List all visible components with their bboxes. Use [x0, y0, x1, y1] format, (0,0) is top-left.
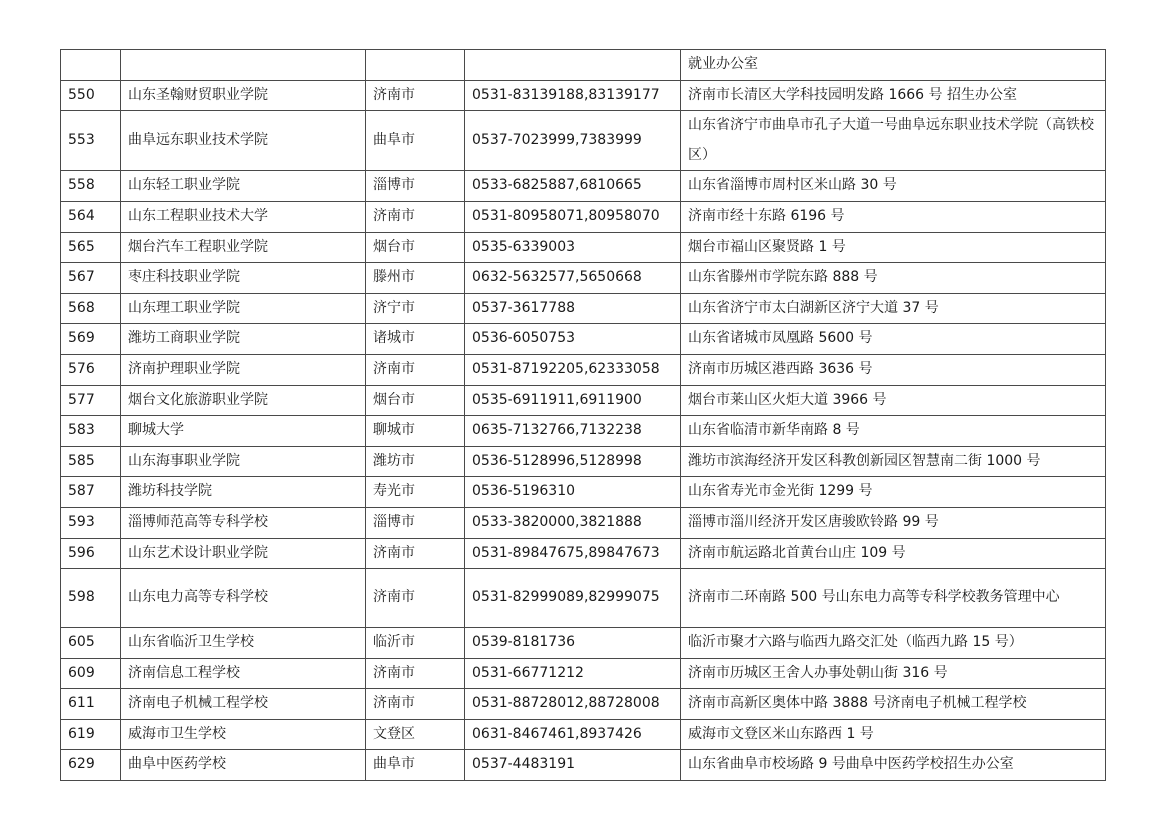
phone-cell: 0535-6339003: [465, 232, 681, 263]
phone-cell: 0537-3617788: [465, 293, 681, 324]
school-name-cell: 曲阜中医药学校: [121, 750, 366, 781]
table-row: [61, 263, 1106, 294]
phone-cell: 0531-80958071,80958070: [465, 201, 681, 232]
city-cell: 济南市: [366, 201, 465, 232]
city-cell: 曲阜市: [366, 111, 465, 171]
table-row: [61, 324, 1106, 355]
phone-cell: 0531-82999089,82999075: [465, 569, 681, 628]
phone-cell: 0536-6050753: [465, 324, 681, 355]
school-name-cell: 聊城大学: [121, 416, 366, 447]
school-name-cell: 山东省临沂卫生学校: [121, 628, 366, 659]
city-cell: 烟台市: [366, 232, 465, 263]
city-cell: 潍坊市: [366, 446, 465, 477]
table-row: [61, 658, 1106, 689]
school-name-cell: 济南信息工程学校: [121, 658, 366, 689]
city-cell: 诸城市: [366, 324, 465, 355]
table-row: [61, 50, 1106, 81]
table-row: [61, 111, 1106, 171]
address-cell: 济南市历城区王舍人办事处朝山街 316 号: [681, 658, 1106, 689]
city-cell: 济南市: [366, 80, 465, 111]
phone-cell: 0537-7023999,7383999: [465, 111, 681, 171]
school-name-cell: 烟台文化旅游职业学院: [121, 385, 366, 416]
school-code-cell: 629: [61, 750, 121, 781]
city-cell: 淄博市: [366, 171, 465, 202]
city-cell: 济南市: [366, 569, 465, 628]
table-row: [61, 201, 1106, 232]
phone-cell: 0531-83139188,83139177: [465, 80, 681, 111]
school-code-cell: [61, 50, 121, 81]
table-row: [61, 446, 1106, 477]
address-cell: 山东省济宁市太白湖新区济宁大道 37 号: [681, 293, 1106, 324]
school-name-cell: 济南电子机械工程学校: [121, 689, 366, 720]
address-cell: 山东省济宁市曲阜市孔子大道一号曲阜远东职业技术学院（高铁校区）: [681, 111, 1106, 171]
city-cell: [366, 50, 465, 81]
phone-cell: 0539-8181736: [465, 628, 681, 659]
table-row: [61, 477, 1106, 508]
table-row: [61, 507, 1106, 538]
school-code-cell: 583: [61, 416, 121, 447]
city-cell: 聊城市: [366, 416, 465, 447]
phone-cell: 0632-5632577,5650668: [465, 263, 681, 294]
table-row: [61, 354, 1106, 385]
school-code-cell: 593: [61, 507, 121, 538]
city-cell: 济南市: [366, 658, 465, 689]
school-name-cell: 济南护理职业学院: [121, 354, 366, 385]
table-row: [61, 80, 1106, 111]
address-cell: 山东省寿光市金光街 1299 号: [681, 477, 1106, 508]
phone-cell: 0533-3820000,3821888: [465, 507, 681, 538]
address-cell: 烟台市莱山区火炬大道 3966 号: [681, 385, 1106, 416]
table-row: [61, 232, 1106, 263]
school-name-cell: 山东艺术设计职业学院: [121, 538, 366, 569]
school-name-cell: 山东圣翰财贸职业学院: [121, 80, 366, 111]
school-code-cell: 585: [61, 446, 121, 477]
phone-cell: 0535-6911911,6911900: [465, 385, 681, 416]
phone-cell: 0635-7132766,7132238: [465, 416, 681, 447]
school-name-cell: [121, 50, 366, 81]
city-cell: 济宁市: [366, 293, 465, 324]
school-code-cell: 577: [61, 385, 121, 416]
school-code-cell: 567: [61, 263, 121, 294]
phone-cell: 0536-5196310: [465, 477, 681, 508]
table-row: [61, 416, 1106, 447]
school-name-cell: 山东工程职业技术大学: [121, 201, 366, 232]
city-cell: 济南市: [366, 538, 465, 569]
phone-cell: 0631-8467461,8937426: [465, 719, 681, 750]
school-code-cell: 565: [61, 232, 121, 263]
city-cell: 文登区: [366, 719, 465, 750]
table-row: [61, 538, 1106, 569]
school-name-cell: 曲阜远东职业技术学院: [121, 111, 366, 171]
school-code-cell: 605: [61, 628, 121, 659]
city-cell: 烟台市: [366, 385, 465, 416]
school-code-cell: 553: [61, 111, 121, 171]
school-code-cell: 576: [61, 354, 121, 385]
address-cell: 济南市历城区港西路 3636 号: [681, 354, 1106, 385]
table-row: [61, 171, 1106, 202]
school-name-cell: 山东轻工职业学院: [121, 171, 366, 202]
address-cell: 烟台市福山区聚贤路 1 号: [681, 232, 1106, 263]
address-cell: 济南市二环南路 500 号山东电力高等专科学校教务管理中心: [681, 569, 1106, 628]
address-cell: 济南市长清区大学科技园明发路 1666 号 招生办公室: [681, 80, 1106, 111]
city-cell: 济南市: [366, 354, 465, 385]
school-name-cell: 威海市卫生学校: [121, 719, 366, 750]
address-cell: 山东省淄博市周村区米山路 30 号: [681, 171, 1106, 202]
school-code-cell: 568: [61, 293, 121, 324]
school-code-cell: 596: [61, 538, 121, 569]
table-row: [61, 385, 1106, 416]
table-row: [61, 569, 1106, 628]
school-code-cell: 564: [61, 201, 121, 232]
address-cell: 山东省诸城市凤凰路 5600 号: [681, 324, 1106, 355]
address-cell: 济南市经十东路 6196 号: [681, 201, 1106, 232]
address-cell: 山东省曲阜市校场路 9 号曲阜中医药学校招生办公室: [681, 750, 1106, 781]
phone-cell: 0531-87192205,62333058: [465, 354, 681, 385]
school-code-cell: 587: [61, 477, 121, 508]
phone-cell: 0531-88728012,88728008: [465, 689, 681, 720]
address-cell: 临沂市聚才六路与临西九路交汇处（临西九路 15 号）: [681, 628, 1106, 659]
city-cell: 临沂市: [366, 628, 465, 659]
table-row: [61, 719, 1106, 750]
address-cell: 淄博市淄川经济开发区唐骏欧铃路 99 号: [681, 507, 1106, 538]
city-cell: 寿光市: [366, 477, 465, 508]
address-cell: 山东省临清市新华南路 8 号: [681, 416, 1106, 447]
address-cell: 威海市文登区米山东路西 1 号: [681, 719, 1106, 750]
phone-cell: 0537-4483191: [465, 750, 681, 781]
school-code-cell: 598: [61, 569, 121, 628]
school-name-cell: 山东海事职业学院: [121, 446, 366, 477]
school-contact-table: [60, 49, 1106, 781]
address-cell: 就业办公室: [681, 50, 1106, 81]
school-name-cell: 枣庄科技职业学院: [121, 263, 366, 294]
table-row: [61, 750, 1106, 781]
city-cell: 淄博市: [366, 507, 465, 538]
city-cell: 曲阜市: [366, 750, 465, 781]
phone-cell: 0531-66771212: [465, 658, 681, 689]
school-code-cell: 569: [61, 324, 121, 355]
address-cell: 济南市高新区奥体中路 3888 号济南电子机械工程学校: [681, 689, 1106, 720]
city-cell: 济南市: [366, 689, 465, 720]
school-code-cell: 611: [61, 689, 121, 720]
city-cell: 滕州市: [366, 263, 465, 294]
school-code-cell: 550: [61, 80, 121, 111]
address-cell: 山东省滕州市学院东路 888 号: [681, 263, 1106, 294]
phone-cell: 0533-6825887,6810665: [465, 171, 681, 202]
table-row: [61, 628, 1106, 659]
table-row: [61, 293, 1106, 324]
school-code-cell: 609: [61, 658, 121, 689]
school-name-cell: 山东理工职业学院: [121, 293, 366, 324]
table-row: [61, 689, 1106, 720]
school-name-cell: 烟台汽车工程职业学院: [121, 232, 366, 263]
phone-cell: 0531-89847675,89847673: [465, 538, 681, 569]
school-name-cell: 山东电力高等专科学校: [121, 569, 366, 628]
address-cell: 潍坊市滨海经济开发区科教创新园区智慧南二街 1000 号: [681, 446, 1106, 477]
table-body: [61, 50, 1106, 781]
school-name-cell: 潍坊工商职业学院: [121, 324, 366, 355]
school-code-cell: 619: [61, 719, 121, 750]
phone-cell: [465, 50, 681, 81]
school-name-cell: 淄博师范高等专科学校: [121, 507, 366, 538]
address-cell: 济南市航运路北首黄台山庄 109 号: [681, 538, 1106, 569]
phone-cell: 0536-5128996,5128998: [465, 446, 681, 477]
school-name-cell: 潍坊科技学院: [121, 477, 366, 508]
school-code-cell: 558: [61, 171, 121, 202]
